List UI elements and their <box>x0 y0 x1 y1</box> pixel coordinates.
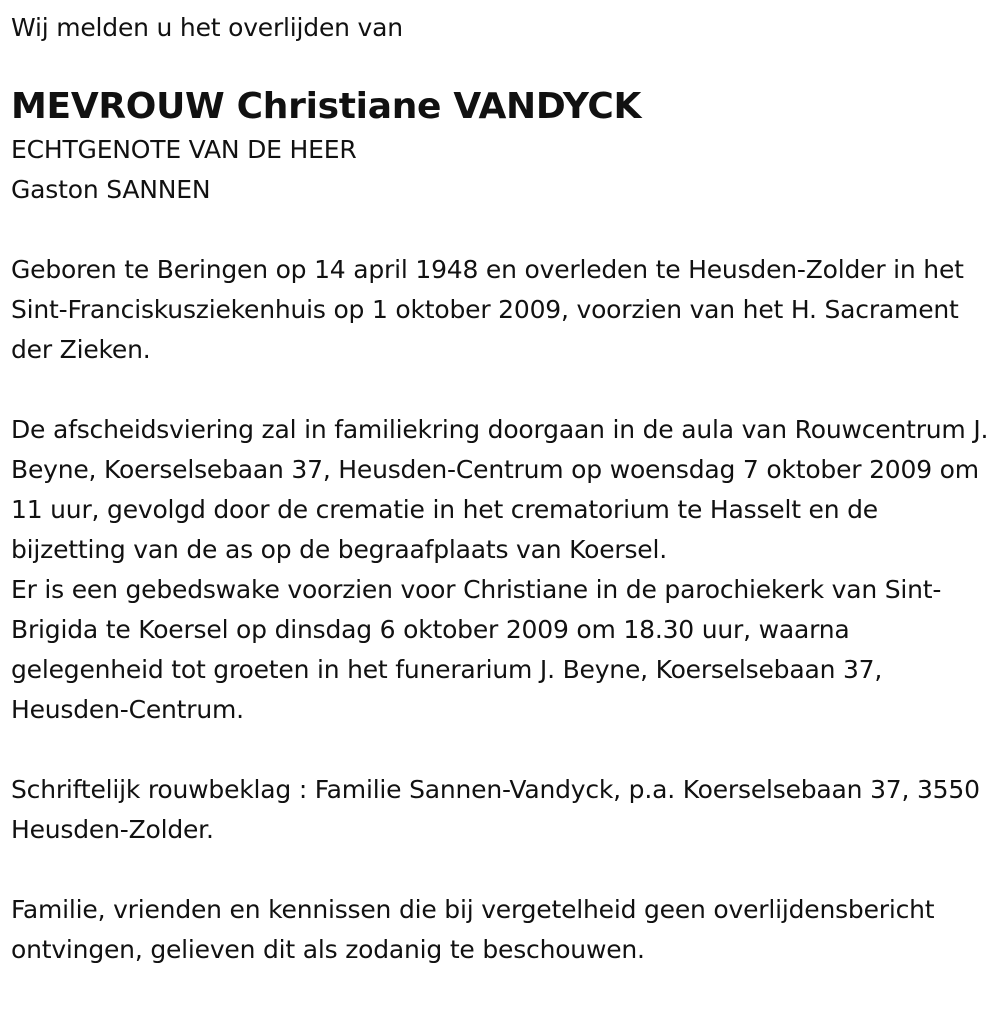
intro-text: Wij melden u het overlijden van <box>11 13 403 42</box>
farewell-paragraph: De afscheidsviering zal in familiekring doorgaan in de aula van Rouwcentrum J. Beyne, Koerselsebaan 37, Heusden-Centrum op woensdag 7 oktober 2009 om 11 uur, gevolgd door de crematie in het crematorium te Hasselt en de bijzetting van de as op de begraafplaats van Koersel. <box>11 415 989 564</box>
closing-paragraph: Familie, vrienden en kennissen die bij vergetelheid geen overlijdensbericht ontvingen, gelieven dit als zodanig te beschouwen. <box>11 895 935 964</box>
condolences-paragraph: Schriftelijk rouwbeklag : Familie Sannen-Vandyck, p.a. Koerselsebaan 37, 3550 Heusden-Zolder. <box>11 775 980 844</box>
spouse-relation: ECHTGENOTE VAN DE HEER <box>11 135 357 164</box>
obituary-notice <box>11 8 991 970</box>
deceased-name: MEVROUW Christiane VANDYCK <box>11 86 642 127</box>
birth-death-paragraph: Geboren te Beringen op 14 april 1948 en overleden te Heusden-Zolder in het Sint-Franciskusziekenhuis op 1 oktober 2009, voorzien van het H. Sacrament der Zieken. <box>11 255 964 364</box>
spouse-name: Gaston SANNEN <box>11 175 211 204</box>
wake-paragraph: Er is een gebedswake voorzien voor Christiane in de parochiekerk van Sint-Brigida te Koersel op dinsdag 6 oktober 2009 om 18.30 uur, waarna gelegenheid tot groeten in het funerarium J. Beyne, Koerselsebaan 37, Heusden-Centrum. <box>11 575 942 724</box>
